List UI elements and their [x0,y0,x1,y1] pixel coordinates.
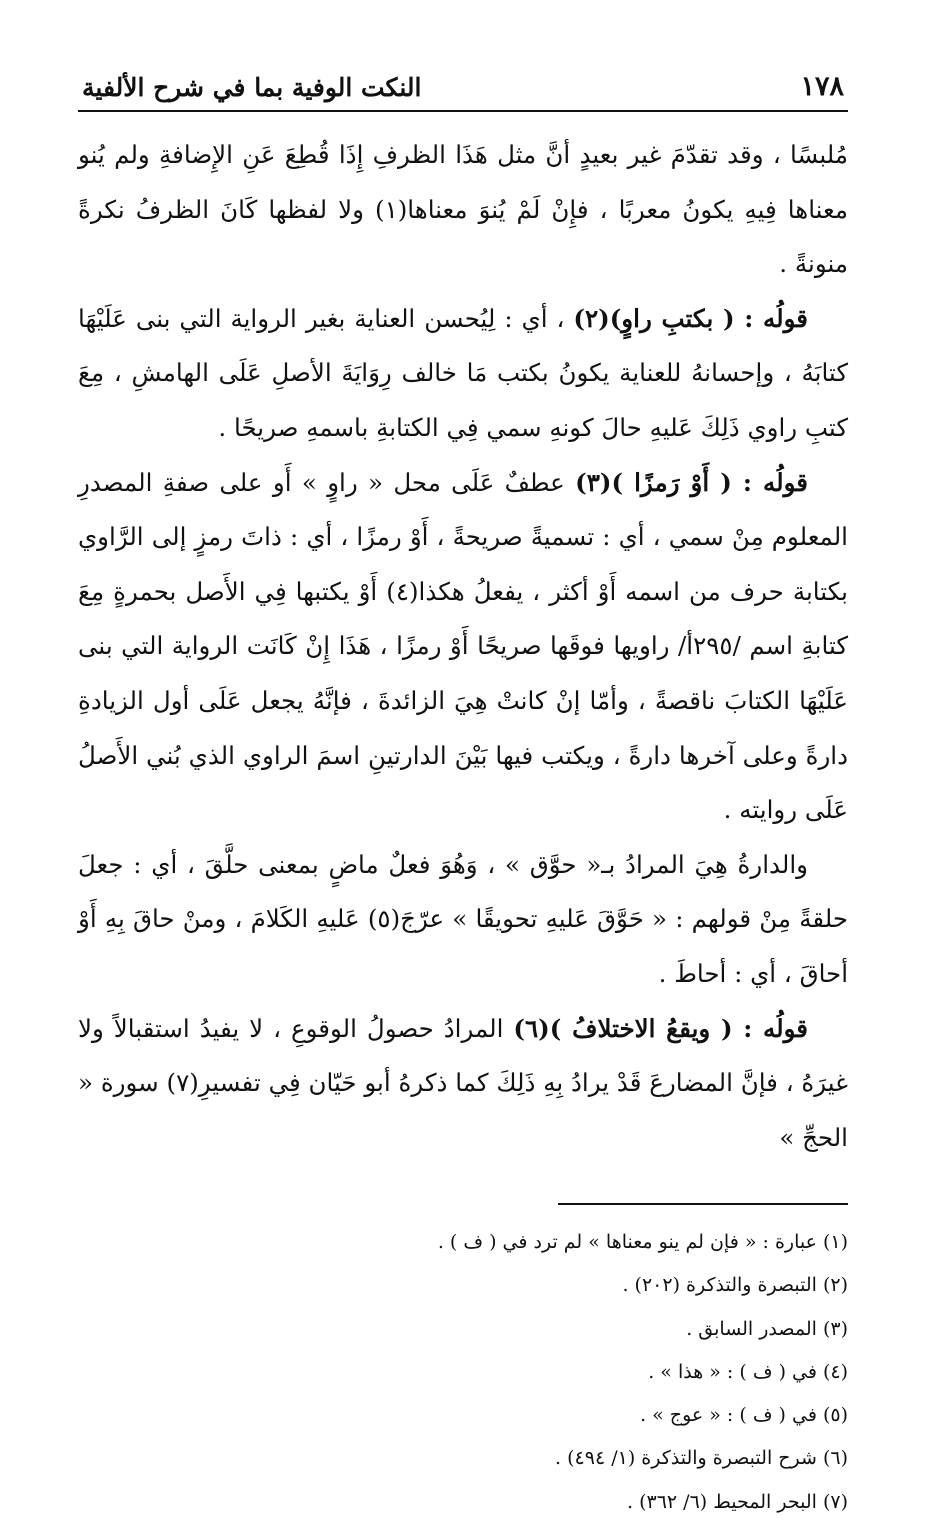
footnote-separator-wrap [78,1165,848,1205]
footnote-number: (٤) [822,1360,848,1383]
quote-label: قولُه : ( بكتبِ راوٍ)(٢) [573,303,808,333]
footnote [78,1308,848,1351]
footnote-number: (٥) [822,1404,848,1427]
footnote-text: التبصرة والتذكرة (٢٠٢) . [622,1274,817,1297]
footnote-text: عبارة : « فإن لم ينو معناها » لم ترد في ( ف ) . [437,1231,817,1254]
footnote-number: (٢) [822,1274,848,1297]
paragraph [78,838,848,1002]
paragraph-text: مُلبسًا ، وقد تقدّمَ غير بعيدٍ أنَّ مثل هَذَا الظرفِ إِذَا قُطِعَ عَنِ الإِضافةِ ولم يُنو معناها فِيهِ يكونُ معربًا ، فإِنْ لَمْ يُنوَ معناها(١) ولا لفظها كَانَ الظرفُ نكرةً منونةً . [78,140,848,279]
footnote [78,1221,848,1264]
paragraph [78,1002,848,1166]
paragraph [78,292,848,456]
footnote [78,1481,848,1524]
footnote-number: (٣) [822,1317,848,1340]
paragraph-text: عطفٌ عَلَى محل « راوٍ » أَو على صفةِ المصدرِ المعلوم مِنْ سمي ، أي : تسميةً صريحةً ، أَوْ رمزًا ، أي : ذاتَ رمزٍ إلى الرَّاوي بكتابة حرف من اسمه أَوْ أكثر ، يفعلُ هكذا(٤) أَوْ يكتبها فِي الأَصل بحمرةٍ مِعَ كتابةِ اسم /٢٩٥أ/ راويها فوقَها صريحًا أَوْ رمزًا ، هَذَا إِنْ كَانَت الرواية التي بنى عَلَيْهَا الكتابَ ناقصةً ، وأمّا إنْ كانتْ هِيَ الزائدةَ ، فإنَّهُ يجعل عَلَى أول الزيادةِ دارةً وعلى آخرها دارةً ، ويكتب فيها بَيْنَ الدارتينِ اسمَ الراوي الذي بُني الأَصلُ عَلَى روايته . [78,467,849,825]
footnote-text: شرح التبصرة والتذكرة (١/ ٤٩٤) . [555,1447,817,1470]
main-text [78,128,848,1165]
book-page [78,60,848,1524]
footnote [78,1264,848,1307]
paragraph-text: ، أي : لِيُحسن العناية بغير الرواية التي بنى عَلَيْهَا كتابَهُ ، وإحسانهُ للعناية يكونُ بكتب مَا خالف رِوَايَةَ الأصلِ عَلَى الهامشِ ، مِعَ كتبِ راوي ذَلِكَ عَليهِ حالَ كونهِ سمي فِي الكتابةِ باسمهِ صريحًا . [78,303,848,442]
page-number: ١٧٨ [800,71,844,102]
running-title: النكت الوفية بما في شرح الألفية [82,73,422,102]
footnote-text: البحر المحيط (٦/ ٣٦٢) . [627,1490,817,1513]
footnote-separator [558,1203,848,1205]
footnote [78,1351,848,1394]
footnote-text: في ( ف ) : « هذا » . [648,1360,817,1383]
paragraph-text: المرادُ حصولُ الوقوعِ ، لا يفيدُ استقبالاً ولا غيرَهُ ، فإنَّ المضارعَ قَدْ يرادُ بِهِ ذَلِكَ كما ذكرهُ أبو حَيّان فِي تفسيرِ(٧) سورة « الحجِّ » [78,1013,848,1152]
paragraph-text: والدارةُ هِيَ المرادُ بـ« حوَّق » ، وَهُوَ فعلٌ ماضٍ بمعنى حلَّقَ ، أي : جعلَ حلقةً مِنْ قولهم : « حَوَّقَ عَليهِ تحويقًا » عرّجَ(٥) عَليهِ الكَلامَ ، ومنْ حاقَ بِهِ أَوْ أحاقَ ، أي : أحاطَ . [78,849,848,988]
footnote-number: (٧) [822,1490,848,1513]
footnote-number: (١) [822,1231,848,1254]
footnote-number: (٦) [822,1447,848,1470]
paragraph [78,456,848,838]
quote-label: قولُه : ( ويقعُ الاختلافُ )(٦) [513,1013,808,1043]
footnote [78,1437,848,1480]
footnote-text: في ( ف ) : « عوج » . [640,1404,817,1427]
page-header [78,60,848,112]
footnote-text: المصدر السابق . [686,1317,817,1340]
paragraph [78,128,848,292]
quote-label: قولُه : ( أَوْ رَمزًا )(٣) [575,467,808,497]
footnotes [78,1221,848,1523]
footnote [78,1394,848,1437]
